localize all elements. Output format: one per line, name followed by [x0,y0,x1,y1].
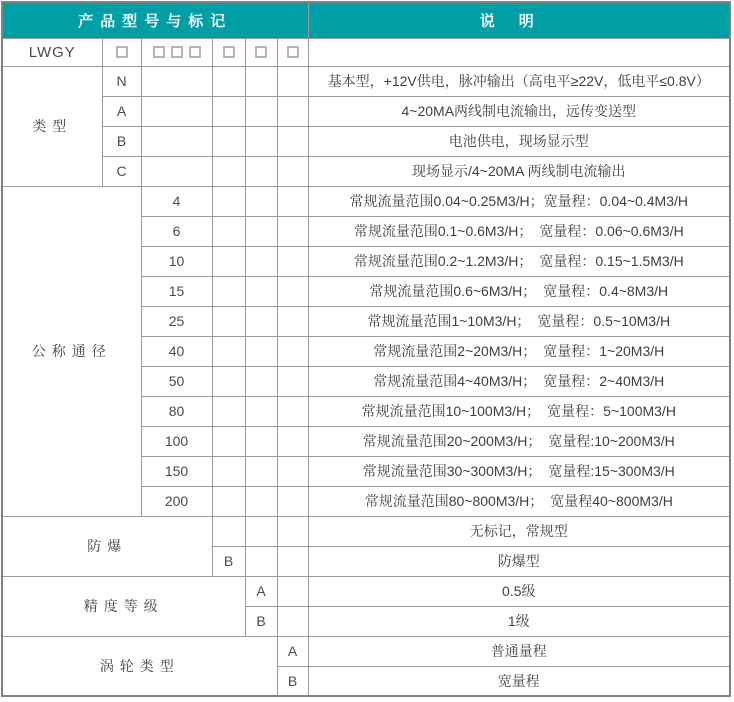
empty-cell [245,306,277,336]
diameter-code-cell: 10 [141,246,212,276]
empty-cell [245,156,277,186]
section-label-explosion: 防爆 [2,516,212,576]
empty-cell [245,366,277,396]
empty-cell [245,126,277,156]
description-cell: 常规流量范围1~10M3/H； 宽量程：0.5~10M3/H [308,306,730,336]
checkbox-placeholder-icon [189,46,201,58]
accuracy-code-cell: A [245,576,277,606]
empty-cell [212,96,245,126]
checkbox-placeholder-icon [255,46,267,58]
empty-cell [245,396,277,426]
model-spec-table [1,1,731,697]
model-digit-cell-explosion [212,38,245,66]
empty-cell [277,66,308,96]
checkbox-placeholder-icon [116,46,128,58]
explosion-code-cell [212,516,245,546]
description-cell: 常规流量范围0.6~6M3/H； 宽量程：0.4~8M3/H [308,276,730,306]
empty-cell [277,426,308,456]
model-digit-cell-type [102,38,141,66]
empty-cell [277,576,308,606]
empty-cell [277,486,308,516]
description-cell: 常规流量范围30~300M3/H； 宽量程:15~300M3/H [308,456,730,486]
description-cell: 普通量程 [308,636,730,666]
model-digit-cell-accuracy [245,38,277,66]
empty-cell [277,216,308,246]
description-cell: 常规流量范围80~800M3/H； 宽量程40~800M3/H [308,486,730,516]
description-cell: 常规流量范围20~200M3/H； 宽量程:10~200M3/H [308,426,730,456]
empty-cell [212,66,245,96]
empty-cell [277,126,308,156]
empty-cell [212,156,245,186]
description-cell [308,38,730,66]
empty-cell [212,456,245,486]
empty-cell [212,306,245,336]
empty-cell [245,516,277,546]
empty-cell [212,216,245,246]
description-cell: 常规流量范围10~100M3/H； 宽量程：5~100M3/H [308,396,730,426]
model-code-row [2,38,730,66]
diameter-code-cell: 200 [141,486,212,516]
empty-cell [141,96,212,126]
col-header-model: 产品型号与标记 [2,2,308,38]
diameter-code-cell: 6 [141,216,212,246]
empty-cell [212,126,245,156]
explosion-code-cell: B [212,546,245,576]
description-cell: 常规流量范围2~20M3/H； 宽量程：1~20M3/H [308,336,730,366]
empty-cell [277,306,308,336]
empty-cell [245,546,277,576]
description-cell: 电池供电，现场显示型 [308,126,730,156]
description-cell: 常规流量范围0.2~1.2M3/H； 宽量程：0.15~1.5M3/H [308,246,730,276]
turbine-code-cell: A [277,636,308,666]
empty-cell [212,276,245,306]
empty-cell [277,606,308,636]
checkbox-placeholder-icon [287,46,299,58]
type-code-cell: C [102,156,141,186]
accuracy-code-cell: B [245,606,277,636]
checkbox-placeholder-icon [223,46,235,58]
empty-cell [212,426,245,456]
empty-cell [245,456,277,486]
empty-cell [245,336,277,366]
empty-cell [245,426,277,456]
checkbox-placeholder-icon [171,46,183,58]
empty-cell [277,456,308,486]
description-cell: 常规流量范围4~40M3/H； 宽量程：2~40M3/H [308,366,730,396]
table-row-dn4 [2,186,730,216]
table-row-type-n [2,66,730,96]
section-label-diameter: 公称通径 [2,186,141,516]
type-code-cell: N [102,66,141,96]
description-cell: 0.5级 [308,576,730,606]
diameter-code-cell: 50 [141,366,212,396]
empty-cell [212,336,245,366]
empty-cell [277,336,308,366]
empty-cell [277,186,308,216]
description-cell: 4~20MA两线制电流输出，远传变送型 [308,96,730,126]
empty-cell [277,246,308,276]
description-cell: 防爆型 [308,546,730,576]
empty-cell [141,66,212,96]
empty-cell [245,186,277,216]
empty-cell [212,486,245,516]
empty-cell [141,126,212,156]
empty-cell [245,486,277,516]
empty-cell [212,396,245,426]
diameter-code-cell: 150 [141,456,212,486]
table-row-explosion-standard [2,516,730,546]
diameter-code-cell: 25 [141,306,212,336]
table-row-type-b [2,126,730,156]
table-row-accuracy-a [2,576,730,606]
empty-cell [277,396,308,426]
table-row-turbine-a [2,636,730,666]
empty-cell [277,156,308,186]
description-cell: 无标记，常规型 [308,516,730,546]
description-cell: 基本型，+12V供电，脉冲输出（高电平≥22V，低电平≤0.8V） [308,66,730,96]
type-code-cell: A [102,96,141,126]
diameter-code-cell: 100 [141,426,212,456]
diameter-code-cell: 80 [141,396,212,426]
table-row-type-a [2,96,730,126]
description-cell: 宽量程 [308,666,730,696]
description-cell: 常规流量范围0.04~0.25M3/H；宽量程：0.04~0.4M3/H [308,186,730,216]
empty-cell [141,156,212,186]
empty-cell [277,546,308,576]
description-cell: 常规流量范围0.1~0.6M3/H； 宽量程：0.06~0.6M3/H [308,216,730,246]
section-label-turbine: 涡轮类型 [2,636,277,696]
section-label-type: 类型 [2,66,102,186]
empty-cell [245,246,277,276]
empty-cell [277,516,308,546]
empty-cell [245,216,277,246]
table-row-type-c [2,156,730,186]
col-header-description: 说明 [308,2,730,38]
description-cell: 1级 [308,606,730,636]
empty-cell [245,66,277,96]
empty-cell [245,276,277,306]
empty-cell [277,276,308,306]
diameter-code-cell: 15 [141,276,212,306]
diameter-code-cell: 4 [141,186,212,216]
empty-cell [212,186,245,216]
model-digit-cell-turbine [277,38,308,66]
type-code-cell: B [102,126,141,156]
empty-cell [245,96,277,126]
empty-cell [277,366,308,396]
header-row [2,2,730,38]
description-cell: 现场显示/4~20MA 两线制电流输出 [308,156,730,186]
empty-cell [212,246,245,276]
turbine-code-cell: B [277,666,308,696]
diameter-code-cell: 40 [141,336,212,366]
model-prefix: LWGY [2,38,102,66]
empty-cell [277,96,308,126]
section-label-accuracy: 精度等级 [2,576,245,636]
empty-cell [212,366,245,396]
checkbox-placeholder-icon [153,46,165,58]
model-digit-cell-diameter [141,38,212,66]
